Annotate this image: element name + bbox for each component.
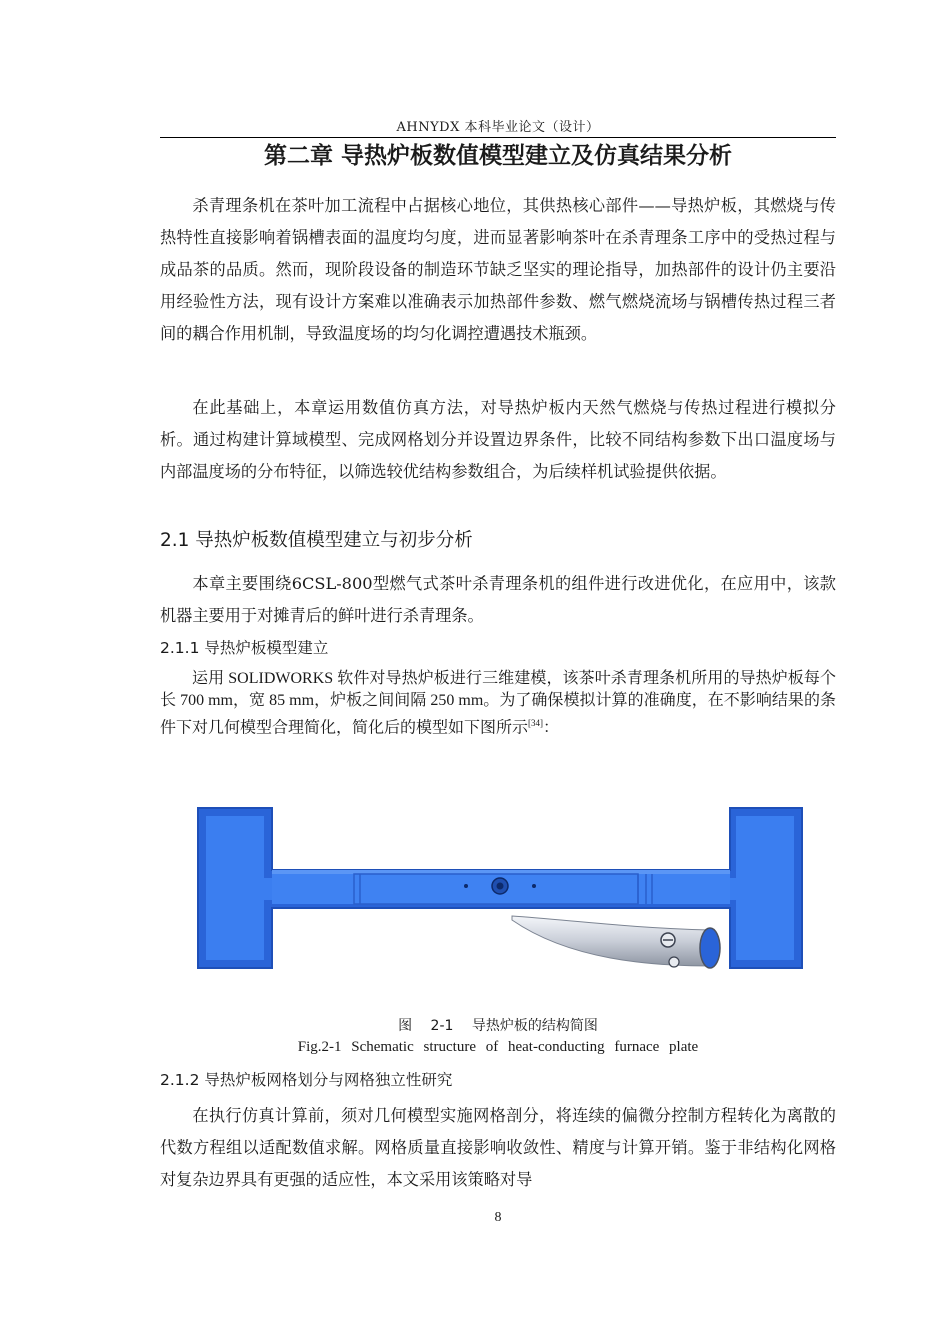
vent-hole-left xyxy=(464,884,468,888)
header-rule xyxy=(160,137,836,138)
page-number: 8 xyxy=(494,1210,502,1225)
chapter-title: 第二章 导热炉板数值模型建立及仿真结果分析 xyxy=(263,143,732,169)
paragraph-modeling xyxy=(160,668,836,739)
pipe-bolt-2 xyxy=(669,957,679,967)
section-heading-2-1: 2.1 导热炉板数值模型建立与初步分析 xyxy=(160,530,473,551)
paragraph-intro: 杀青理条机在茶叶加工流程中占据核心地位，其供热核心部件——导热炉板，其燃烧与传热特性直接影响着锅槽表面的温度均匀度，进而显著影响茶叶在杀青理条工序中的受热过程与成品茶的品质。然而，现阶段设备的制造环节缺乏坚实的理论指导，加热部件的设计仍主要沿用经验性方法，现有设计方案难以准确表示加热部件参数、燃气燃烧流场与锅槽传热过程三者间的耦合作用机制，导致温度场的均匀化调控遭遇技术瓶颈。 xyxy=(160,196,836,343)
running-header: AHNYDX 本科毕业论文（设计） xyxy=(396,120,600,135)
vent-hole-right xyxy=(532,884,536,888)
subsection-heading-2-1-2: 2.1.2 导热炉板网格划分与网格独立性研究 xyxy=(160,1071,453,1089)
paragraph-modeling-text: 运用 SOLIDWORKS 软件对导热炉板进行三维建模，该茶叶杀青理条机所用的导热炉板每个长 700 mm，宽 85 mm，炉板之间间隔 250 mm。为了确保模拟计算的准确度，在不影响结果的条件下对几何模型合理简化，简化后的模型如下图所示 xyxy=(160,670,836,737)
furnace-plate-model-image xyxy=(190,770,816,1010)
figure-caption-cn: 图 2-1 导热炉板的结构简图 xyxy=(398,1018,598,1034)
paragraph-meshing: 在执行仿真计算前，须对几何模型实施网格剖分，将连续的偏微分控制方程转化为离散的代数方程组以适配数值求解。网格质量直接影响收敛性、精度与计算开销。鉴于非结构化网格对复杂边界具有更强的适应性，本文采用该策略对导 xyxy=(160,1106,836,1189)
figure-furnace-plate xyxy=(190,770,816,1010)
subsection-heading-2-1-1: 2.1.1 导热炉板模型建立 xyxy=(160,639,329,657)
paragraph-modeling-end: ： xyxy=(543,719,560,737)
gas-inlet-opening xyxy=(700,928,720,968)
gas-inlet-pipe xyxy=(512,916,712,966)
paragraph-method: 在此基础上，本章运用数值仿真方法，对导热炉板内天然气燃烧与传热过程进行模拟分析。通过构建计算域模型、完成网格划分并设置边界条件，比较不同结构参数下出口温度场与内部温度场的分布特征，以筛选较优结构参数组合，为后续样机试验提供依据。 xyxy=(160,398,836,481)
citation-ref: [34] xyxy=(528,718,544,728)
burner-nozzle-core xyxy=(497,883,504,890)
paragraph-machine: 本章主要围绕6CSL-800型燃气式茶叶杀青理条机的组件进行改进优化，在应用中，该款机器主要用于对摊青后的鲜叶进行杀青理条。 xyxy=(160,574,836,625)
figure-caption-en: Fig.2-1 Schematic structure of heat-conducting furnace plate xyxy=(297,1039,699,1055)
